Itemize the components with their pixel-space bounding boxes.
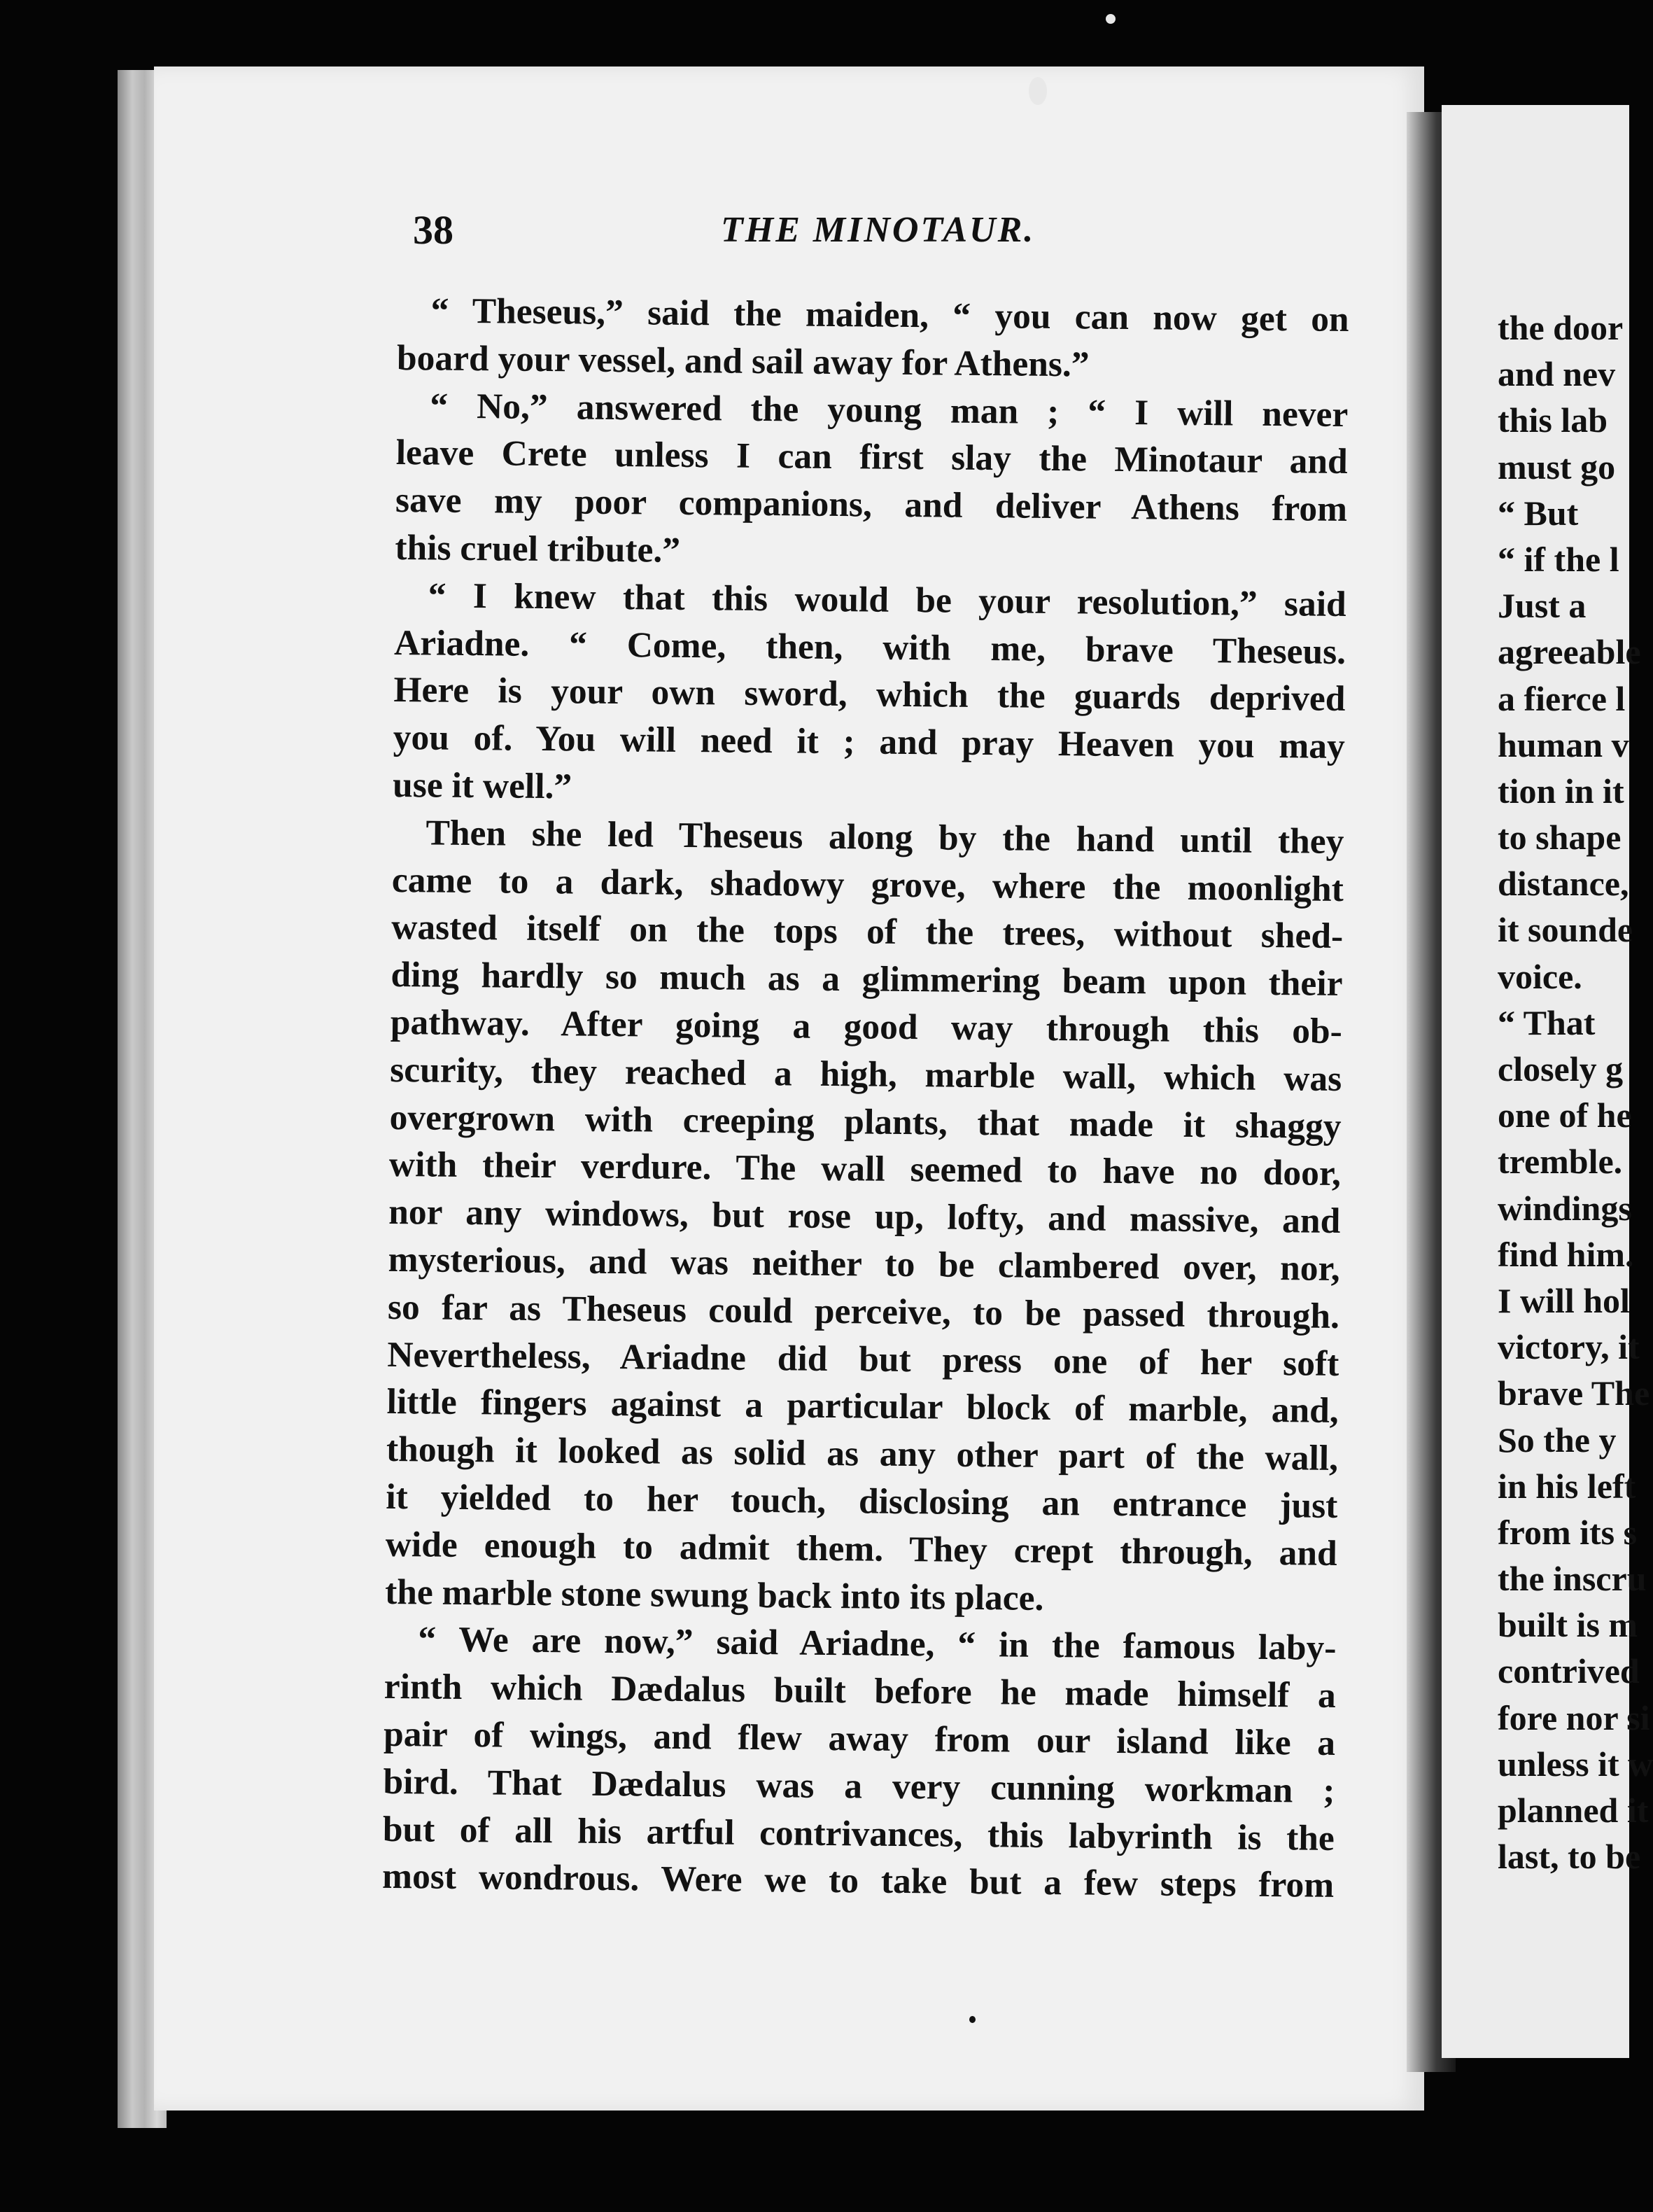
running-head xyxy=(413,206,1340,270)
text-line: but of all his artful contrivances, this labyrinth is the xyxy=(382,1809,1335,1858)
text-line: must go xyxy=(1498,447,1616,486)
text-line: so far as Theseus could perceive, to be passed through. xyxy=(387,1287,1340,1336)
text-line: nor any windows, but rose up, lofty, and massive, and xyxy=(388,1192,1341,1242)
text-line: tremble. xyxy=(1498,1142,1623,1182)
text-line: distance, xyxy=(1498,864,1629,904)
text-line: leave Crete unless I can first slay the Minotaur and xyxy=(395,433,1348,482)
text-line: most wondrous. Were we to take but a few steps from xyxy=(381,1856,1335,1906)
text-line: ding hardly so much as a glimmering beam upon their xyxy=(391,955,1343,1004)
text-line: pair of wings, and flew away from our island like a xyxy=(383,1714,1336,1763)
text-line: brave The xyxy=(1498,1373,1650,1413)
text-line: the door xyxy=(1498,308,1624,347)
right-page-text xyxy=(1498,304,1653,1879)
text-line: built is m xyxy=(1498,1605,1638,1645)
text-line: Here is your own sword, which the guards deprived xyxy=(393,670,1346,720)
text-line: wide enough to admit them. They crept through, and xyxy=(385,1524,1337,1574)
text-line: the inscru xyxy=(1498,1559,1647,1599)
text-line: “ But xyxy=(1498,493,1579,533)
text-line: Then she led Theseus along by the hand until they xyxy=(425,813,1344,862)
text-line: “ if the l xyxy=(1498,539,1619,579)
text-line: So the y xyxy=(1498,1420,1617,1460)
scan-speck xyxy=(1106,14,1116,24)
text-line: board your vessel, and sail away for Athens.” xyxy=(396,337,1090,385)
text-line: “ That xyxy=(1498,1002,1596,1042)
text-line: pathway. After going a good way through this ob- xyxy=(390,1002,1343,1051)
text-line: unless it w xyxy=(1498,1744,1653,1784)
text-line: though it looked as solid as any other part of the wall, xyxy=(386,1429,1339,1479)
text-line: came to a dark, shadowy grove, where the moonlight xyxy=(391,860,1344,909)
text-line: human v xyxy=(1498,724,1629,764)
text-line: use it well.” xyxy=(392,764,572,807)
text-line: “ We are now,” said Ariadne, “ in the famous laby- xyxy=(418,1619,1337,1669)
text-line: windings xyxy=(1498,1188,1632,1228)
text-line: closely g xyxy=(1498,1049,1624,1088)
text-line: from its s xyxy=(1498,1512,1638,1552)
text-line: tion in it xyxy=(1498,771,1624,811)
text-line: “ No,” answered the young man ; “ I will never xyxy=(430,386,1349,435)
text-line: little fingers against a particular block of marble, and, xyxy=(386,1382,1339,1432)
text-line: mysterious, and was neither to be clambered over, nor, xyxy=(388,1239,1340,1289)
text-line: Just a xyxy=(1498,586,1587,626)
text-line: find him. xyxy=(1498,1234,1634,1274)
text-line: agreeable xyxy=(1498,632,1641,672)
text-line: one of he xyxy=(1498,1096,1632,1135)
scan-dot xyxy=(969,2016,976,2023)
text-line: last, to be xyxy=(1498,1837,1641,1877)
text-line: wasted itself on the tops of the trees, without shed- xyxy=(391,907,1344,957)
text-line: this lab xyxy=(1498,400,1608,440)
left-page-text xyxy=(382,287,1349,1910)
text-line: I will hol xyxy=(1498,1280,1630,1320)
page-number: 38 xyxy=(413,207,453,253)
text-line: overgrown with creeping plants, that made it shaggy xyxy=(389,1097,1342,1147)
text-line: “ I knew that this would be your resolution,” said xyxy=(428,575,1346,624)
text-line: to shape xyxy=(1498,818,1622,858)
text-line: fore nor si xyxy=(1498,1698,1650,1737)
text-line: planned it xyxy=(1498,1791,1649,1830)
text-line: rinth which Dædalus built before he made himself a xyxy=(384,1667,1337,1716)
text-line: this cruel tribute.” xyxy=(395,527,681,570)
text-line: it sounde xyxy=(1498,910,1633,950)
text-line: victory, it xyxy=(1498,1327,1640,1367)
text-line: Ariadne. “ Come, then, with me, brave Theseus. xyxy=(393,622,1346,672)
text-line: in his left xyxy=(1498,1466,1636,1506)
text-line: contrived xyxy=(1498,1651,1640,1691)
running-title: THE MINOTAUR. xyxy=(721,210,1036,250)
text-line: it yielded to her touch, disclosing an entrance just xyxy=(386,1476,1338,1526)
text-line: with their verdure. The wall seemed to have no door, xyxy=(388,1144,1342,1194)
text-line: Nevertheless, Ariadne did but press one of her soft xyxy=(387,1334,1339,1384)
scan-speck xyxy=(1029,77,1047,105)
text-line: and nev xyxy=(1498,354,1616,394)
text-line: scurity, they reached a high, marble wall, which was xyxy=(389,1049,1342,1099)
text-line: voice. xyxy=(1498,956,1582,996)
text-line: bird. That Dædalus was a very cunning workman ; xyxy=(383,1761,1335,1811)
text-line: a fierce l xyxy=(1498,678,1626,718)
text-line: “ Theseus,” said the maiden, “ you can now get on xyxy=(430,290,1349,340)
text-line: you of. You will need it ; and pray Heaven you may xyxy=(393,718,1346,767)
text-line: the marble stone swung back into its place. xyxy=(384,1572,1044,1618)
text-line: save my poor companions, and deliver Athens from xyxy=(395,480,1348,530)
